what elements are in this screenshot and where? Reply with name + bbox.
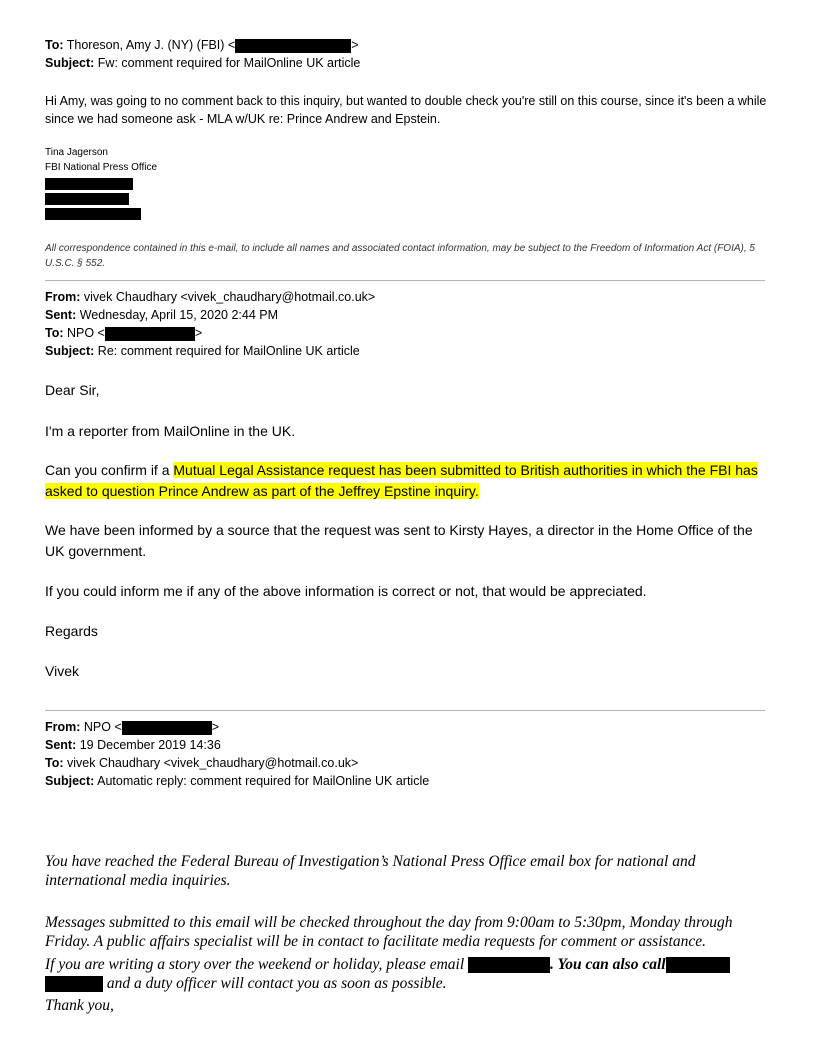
body-paragraph: We have been informed by a source that the request was sent to Kirsty Hayes, a director in the Home Office of the UK government. [45,522,753,559]
autoreply-paragraph: You have reached the Federal Bureau of Investigation’s National Press Office email box for national and international media inquiries. [45,853,696,889]
redaction-block [45,193,129,205]
foia-disclaimer: All correspondence contained in this e-mail, to include all names and associated contact information, may be subject to the Freedom of Information Act (FOIA), 5 U.S.C. § 552. [45,243,755,269]
body-paragraph-highlighted [45,460,770,502]
redaction-block [235,39,351,53]
subject-value: Fw: comment required for MailOnline UK article [97,56,361,70]
from-close: > [211,720,220,734]
sent-label: Sent: [45,738,77,752]
greeting: Dear Sir, [45,382,100,398]
subject-value: Re: comment required for MailOnline UK article [97,344,360,358]
sent-value: 19 December 2019 14:36 [79,738,221,752]
sent-label: Sent: [45,308,77,322]
to-label: To: [45,38,64,52]
to-label: To: [45,326,64,340]
to-close: > [351,38,359,52]
intro-paragraph: Hi Amy, was going to no comment back to this inquiry, but wanted to double check you're still on this course, since it's been a while since we had someone ask - MLA w/UK re: Prince Andrew and Epstein. [45,94,767,126]
from-line [45,718,219,736]
sent-value: Wednesday, April 15, 2020 2:44 PM [79,308,279,322]
body-paragraph: If you could inform me if any of the above information is correct or not, that would be appreciated. [45,583,647,599]
subject-label: Subject: [45,56,95,70]
from-value: vivek Chaudhary <vivek_chaudhary@hotmail.co.uk> [83,290,376,304]
autoreply-paragraph: Messages submitted to this email will be checked throughout the day from 9:00am to 5:30pm, Monday through Friday. A public affairs specialist will be in contact to facilitate media requests for comment or assistance. [45,914,733,950]
autoreply-paragraph-with-redactions [45,955,770,993]
subject-label: Subject: [45,344,95,358]
subject-value: Automatic reply: comment required for MailOnline UK article [97,774,430,788]
subject-label: Subject: [45,774,95,788]
sender-name: Vivek [45,663,79,679]
to-line [45,754,358,772]
redaction-block [666,957,730,973]
redaction-block [105,327,195,341]
from-label: From: [45,290,81,304]
divider [45,280,765,281]
divider [45,710,765,711]
redaction-block [122,721,212,735]
redaction-block [45,976,103,992]
autoreply-text: and a duty officer will contact you as soon as possible. [103,975,447,992]
from-value: NPO < [83,720,122,734]
to-label: To: [45,756,64,770]
from-label: From: [45,720,81,734]
to-value: vivek Chaudhary <vivek_chaudhary@hotmail.co.uk> [67,756,359,770]
to-close: > [194,326,203,340]
autoreply-text: . You can also call [550,956,666,973]
redaction-block [45,178,133,190]
body-paragraph: I'm a reporter from MailOnline in the UK. [45,423,296,439]
to-value: NPO < [67,326,105,340]
to-line [45,36,359,54]
sent-line [45,736,221,754]
subject-line [45,772,429,790]
autoreply-text: If you are writing a story over the weekend or holiday, please email [45,956,469,973]
redaction-block [468,957,550,973]
redaction-block [45,208,141,220]
subject-line [45,342,360,360]
paragraph-lead: Can you confirm if a [45,462,174,478]
from-line [45,288,375,306]
autoreply-thanks: Thank you, [45,997,114,1014]
signature-name: Tina Jagerson [45,147,108,158]
sent-line [45,306,278,324]
subject-line [45,54,360,72]
highlighted-text: Mutual Legal Assistance request has been submitted to British authorities in which the FBI has asked to question Prince Andrew as part of the Jeffrey Epstine inquiry. [45,462,758,499]
to-line [45,324,202,342]
to-value: Thoreson, Amy J. (NY) (FBI) < [66,38,236,52]
signature-office: FBI National Press Office [45,162,158,173]
closing: Regards [45,623,98,639]
